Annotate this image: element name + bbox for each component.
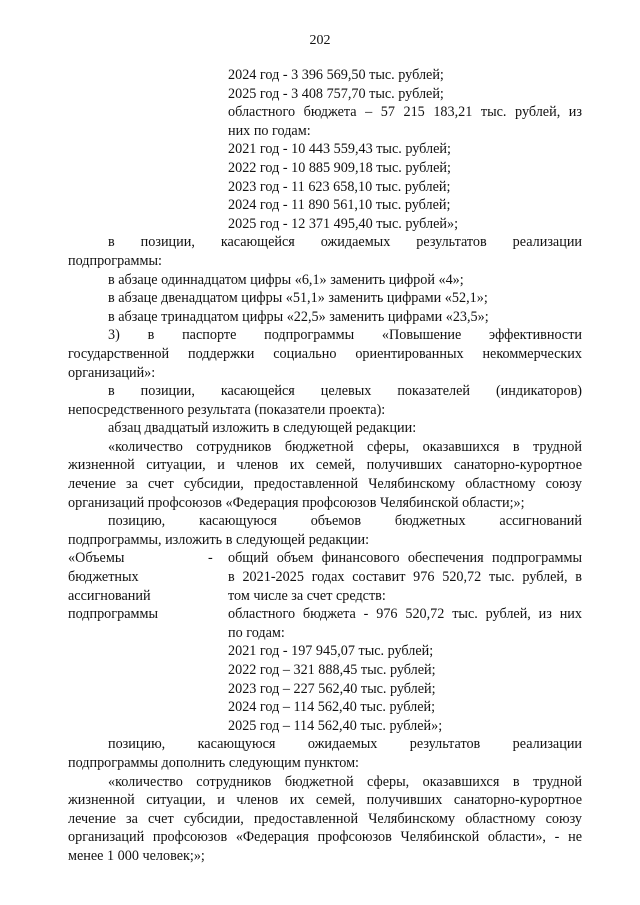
text-line: позицию, касающуюся объемов бюджетных ассигнований bbox=[108, 513, 582, 530]
quote-employees-first bbox=[68, 438, 582, 512]
text-line: в позиции, касающейся ожидаемых результатов реализации bbox=[108, 234, 582, 251]
table-value: том числе за счет средств: bbox=[228, 587, 386, 604]
paragraph-expected-results bbox=[68, 233, 582, 270]
table-value: в 2021-2025 годах составит 976 520,72 тыс. рублей, в bbox=[228, 569, 582, 586]
table-value: 2023 год – 227 562,40 тыс. рублей; bbox=[228, 680, 436, 697]
table-value: 2024 год – 114 562,40 тыс. рублей; bbox=[228, 699, 436, 716]
replacement-items bbox=[68, 271, 582, 327]
dash-symbol: - bbox=[208, 550, 213, 567]
table-label: «Объемы bbox=[68, 550, 125, 567]
budget-allocation-table bbox=[68, 549, 582, 735]
paragraph-expected-results-add bbox=[68, 735, 582, 772]
text-line: лечение за счет субсидии, предоставленной Челябинскому областному союзу bbox=[68, 476, 582, 493]
table-label: ассигнований bbox=[68, 587, 151, 604]
paragraph-passport bbox=[68, 326, 582, 382]
table-value: по годам: bbox=[228, 624, 285, 641]
text-line: в позиции, касающейся целевых показателей (индикаторов) bbox=[108, 383, 582, 400]
text-line: позицию, касающуюся ожидаемых результатов реализации bbox=[108, 736, 582, 753]
table-value: 2021 год - 197 945,07 тыс. рублей; bbox=[228, 643, 434, 660]
text-line: областного бюджета – 57 215 183,21 тыс. рублей, из bbox=[228, 104, 582, 121]
text-line: «количество сотрудников бюджетной сферы, оказавшихся в трудной bbox=[108, 438, 582, 455]
text-line: подпрограммы, изложить в следующей редакции: bbox=[68, 531, 370, 548]
text-line: 3) в паспорте подпрограммы «Повышение эффективности bbox=[108, 327, 582, 344]
paragraph-twentieth: абзац двадцатый изложить в следующей редакции: bbox=[108, 420, 417, 437]
text-line: жизненной ситуации, и членов их семей, получивших санаторно-курортное bbox=[68, 457, 582, 474]
page-number: 202 bbox=[309, 33, 331, 48]
table-label: подпрограммы bbox=[68, 606, 158, 623]
list-item: в абзаце одиннадцатом цифры «6,1» заменить цифрой «4»; bbox=[108, 271, 464, 288]
text-line: лечение за счет субсидии, предоставленной Челябинскому областному союзу bbox=[68, 810, 582, 827]
text-line: 2023 год - 11 623 658,10 тыс. рублей; bbox=[228, 178, 451, 195]
text-line: менее 1 000 человек;»; bbox=[68, 848, 205, 864]
text-line: организаций профсоюзов «Федерация профсоюзов Челябинской области», - не bbox=[68, 829, 582, 846]
text-line: непосредственного результата (показатели проекта): bbox=[68, 401, 386, 418]
text-line: 2022 год - 10 885 909,18 тыс. рублей; bbox=[228, 159, 451, 176]
text-line: подпрограммы дополнить следующим пунктом: bbox=[68, 755, 359, 772]
table-left-column bbox=[68, 549, 218, 623]
document-body bbox=[68, 66, 582, 866]
table-dash bbox=[208, 549, 220, 568]
table-value: областного бюджета - 976 520,72 тыс. рублей, из них bbox=[228, 606, 582, 623]
table-label: бюджетных bbox=[68, 569, 139, 586]
table-value: 2025 год – 114 562,40 тыс. рублей»; bbox=[228, 717, 443, 734]
text-line: 2024 год - 3 396 569,50 тыс. рублей; bbox=[228, 67, 444, 83]
list-item: в абзаце двенадцатом цифры «51,1» заменить цифрами «52,1»; bbox=[108, 290, 488, 307]
table-value: общий объем финансового обеспечения подпрограммы bbox=[228, 550, 582, 567]
paragraph-budget-allocations bbox=[68, 512, 582, 549]
text-line: 2025 год - 12 371 495,40 тыс. рублей»; bbox=[228, 215, 459, 232]
quote-employees-second bbox=[68, 773, 582, 866]
paragraph-target-indicators bbox=[68, 382, 582, 419]
text-line: 2024 год - 11 890 561,10 тыс. рублей; bbox=[228, 197, 451, 214]
funding-years-block bbox=[68, 66, 582, 233]
text-line: организаций»: bbox=[68, 364, 156, 381]
table-right-column bbox=[228, 549, 582, 735]
table-value: 2022 год – 321 888,45 тыс. рублей; bbox=[228, 662, 436, 678]
text-line: «количество сотрудников бюджетной сферы, оказавшихся в трудной bbox=[108, 773, 582, 790]
text-line: организаций профсоюзов «Федерация профсоюзов Челябинской области;»; bbox=[68, 494, 525, 511]
text-line: них по годам: bbox=[228, 122, 311, 139]
text-line: 2025 год - 3 408 757,70 тыс. рублей; bbox=[228, 85, 444, 102]
text-line: 2021 год - 10 443 559,43 тыс. рублей; bbox=[228, 141, 451, 158]
list-item: в абзаце тринадцатом цифры «22,5» заменить цифрами «23,5»; bbox=[108, 308, 489, 325]
text-line: жизненной ситуации, и членов их семей, получивших санаторно-курортное bbox=[68, 792, 582, 809]
text-line: государственной поддержки социально ориентированных некоммерческих bbox=[68, 345, 582, 362]
text-line: подпрограммы: bbox=[68, 252, 162, 269]
